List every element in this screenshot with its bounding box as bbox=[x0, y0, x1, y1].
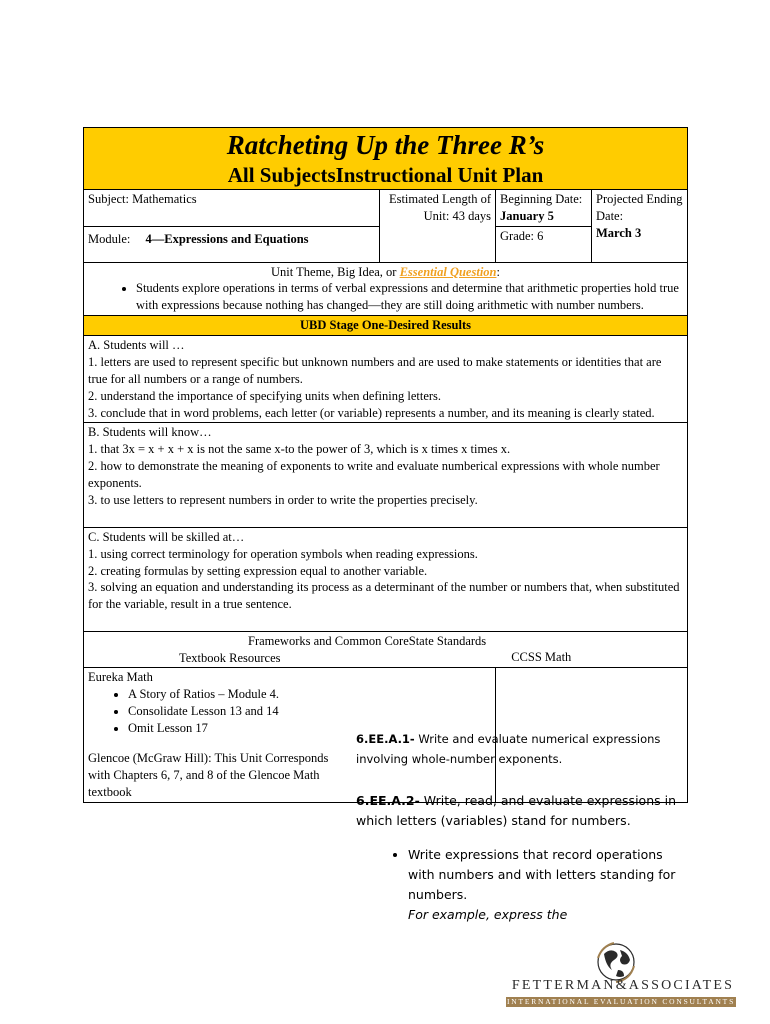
section-b-cell bbox=[84, 423, 688, 527]
ccss-column-header: CCSS Math bbox=[511, 650, 572, 665]
page-title: Ratcheting Up the Three R’s bbox=[226, 130, 545, 160]
logo-name: FETTERMAN&ASSOCIATES bbox=[511, 978, 735, 993]
standard-code: 6.EE.A.1- bbox=[356, 732, 415, 746]
beginning-label: Beginning Date: bbox=[500, 191, 583, 206]
page-subtitle: All SubjectsInstructional Unit Plan bbox=[227, 162, 544, 187]
unit-plan-table bbox=[83, 127, 688, 803]
list-item: 1. letters are used to represent specific but unknown numbers and are used to make statements or identities that are true for all numbers or a range of numbers. bbox=[88, 354, 662, 386]
beginning-date-cell bbox=[496, 189, 592, 226]
grade-cell: Grade: 6 bbox=[496, 226, 592, 262]
standard-text: Write, read, and evaluate expressions in which letters (variables) stand for numbers. bbox=[356, 793, 676, 829]
logo-tagline: INTERNATIONAL EVALUATION CONSULTANTS bbox=[506, 997, 736, 1006]
list-item: • Consolidate Lesson 13 and 14 bbox=[128, 703, 368, 720]
theme-bullet: • Students explore operations in terms of verbal expressions and determine that arithmetic properties hold true with expressions because nothing has changed—they are still doing arithmetic with number numbers. bbox=[136, 280, 683, 314]
list-item: 1. that 3x = x + x + x is not the same x-to the power of 3, which is x times x times x. bbox=[88, 442, 511, 457]
theme-cell bbox=[84, 262, 688, 316]
list-item: 2. understand the importance of specifying units when defining letters. bbox=[88, 388, 442, 403]
list-item: 3. solving an equation and understanding its process as a determinant of the number or numbers that, when substituted for the variable, result in a true sentence. bbox=[88, 580, 680, 612]
standard-text: Write and evaluate numerical expressions involving whole-number exponents. bbox=[356, 732, 661, 766]
theme-heading bbox=[88, 264, 683, 281]
standard-example-text: For example, express the bbox=[408, 907, 568, 923]
textbook-column-header: Textbook Resources bbox=[178, 651, 281, 666]
section-c-cell bbox=[84, 527, 688, 631]
list-item: 2. creating formulas by setting expression equal to another variable. bbox=[88, 563, 428, 578]
list-item: • A Story of Ratios – Module 4. bbox=[128, 686, 368, 703]
list-item bbox=[408, 845, 681, 925]
list-item: 3. to use letters to represent numbers in order to write the properties precisely. bbox=[88, 492, 478, 507]
ccss-standards bbox=[356, 730, 681, 925]
textbook-title: Eureka Math bbox=[88, 669, 153, 684]
estimated-length: Estimated Length of Unit: 43 days bbox=[388, 191, 491, 223]
frameworks-heading: Frameworks and Common CoreState Standards bbox=[248, 634, 487, 649]
beginning-date: January 5 bbox=[500, 208, 554, 223]
theme-heading-colon: : bbox=[496, 264, 500, 279]
projected-date-cell bbox=[592, 189, 688, 262]
standard-bullet-text: Write expressions that record operations with numbers and with letters standing for numbers. bbox=[408, 847, 676, 903]
standard-bullets bbox=[356, 845, 681, 925]
list-item: • Omit Lesson 17 bbox=[128, 720, 368, 737]
section-c-heading: C. Students will be skilled at… bbox=[88, 529, 245, 544]
section-a-heading: A. Students will … bbox=[88, 338, 185, 353]
section-a-cell bbox=[84, 336, 688, 423]
theme-list bbox=[88, 280, 683, 314]
standard-6ee-a2 bbox=[356, 791, 681, 831]
module-cell bbox=[84, 226, 380, 262]
standard-code: 6.EE.A.2- bbox=[356, 793, 420, 809]
list-item: 2. how to demonstrate the meaning of exponents to write and evaluate numberical expressions with whole number exponents. bbox=[88, 459, 660, 491]
estimated-length-cell bbox=[380, 189, 496, 262]
projected-date: March 3 bbox=[596, 225, 642, 240]
list-item: 3. conclude that in word problems, each letter (or variable) represents a number, and its meaning is clearly stated. bbox=[88, 405, 655, 420]
fetterman-logo bbox=[498, 940, 748, 1010]
stage-one-heading: UBD Stage One-Desired Results bbox=[84, 316, 688, 336]
textbook-list bbox=[88, 686, 368, 737]
theme-heading-text: Unit Theme, Big Idea, or bbox=[271, 264, 400, 279]
section-b-heading: B. Students will know… bbox=[88, 425, 212, 440]
glencoe-note: Glencoe (McGraw Hill): This Unit Corresponds with Chapters 6, 7, and 8 of the Glencoe Math textbook bbox=[88, 751, 329, 800]
standard-6ee-a1 bbox=[356, 730, 681, 769]
ccss-header-cell bbox=[496, 632, 688, 668]
essential-question-link[interactable]: Essential Question bbox=[399, 264, 497, 279]
list-item: 1. using correct terminology for operation symbols when reading expressions. bbox=[88, 546, 478, 561]
title-banner bbox=[84, 128, 688, 190]
module-label: Module: bbox=[88, 231, 131, 246]
subject-cell: Subject: Mathematics bbox=[84, 189, 380, 226]
projected-label: Projected Ending Date: bbox=[596, 191, 683, 223]
module-value: 4—Expressions and Equations bbox=[145, 231, 309, 246]
